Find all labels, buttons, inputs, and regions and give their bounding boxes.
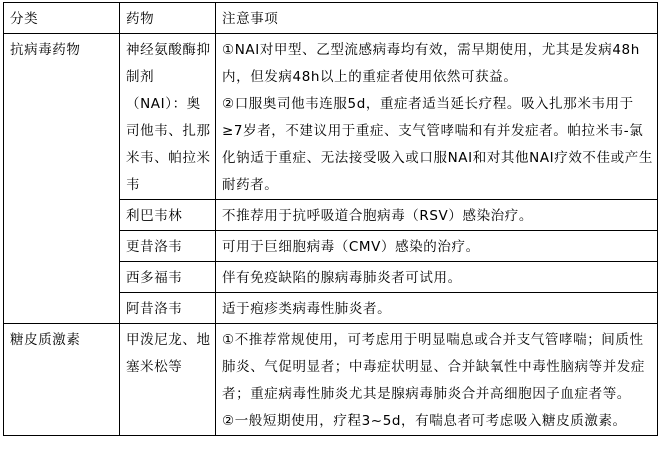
category-cell: 糖皮质激素 bbox=[4, 324, 120, 436]
notes-cell: 可用于巨细胞病毒（CMV）感染的治疗。 bbox=[216, 231, 658, 262]
notes-cell: 不推荐用于抗呼吸道合胞病毒（RSV）感染治疗。 bbox=[216, 200, 658, 231]
header-row bbox=[4, 3, 658, 34]
notes-cell bbox=[216, 324, 658, 436]
note-paragraph: ①NAI对甲型、乙型流感病毒均有效，需早期使用，尤其是发病48h内，但发病48h以上的重症者使用依然可获益。 bbox=[222, 42, 640, 85]
notes-cell: 适于疱疹类病毒性肺炎者。 bbox=[216, 293, 658, 324]
drug-cell: 西多福韦 bbox=[120, 262, 216, 293]
table-row bbox=[4, 34, 658, 200]
note-paragraph: ①不推荐常规使用，可考虑用于明显喘息或合并支气管哮喘；间质性肺炎、气促明显者；中毒症状明显、合并缺氧性中毒性脑病等并发症者；重症病毒性肺炎尤其是腺病毒肺炎合并高细胞因子血症者等。 bbox=[222, 332, 645, 402]
header-drug: 药物 bbox=[120, 3, 216, 34]
header-notes: 注意事项 bbox=[216, 3, 658, 34]
drug-cell: 更昔洛韦 bbox=[120, 231, 216, 262]
notes-cell bbox=[216, 34, 658, 200]
drug-cell: 甲泼尼龙、地塞米松等 bbox=[120, 324, 216, 436]
note-paragraph: ②一般短期使用，疗程3~5d，有喘息者可考虑吸入糖皮质激素。 bbox=[222, 413, 627, 429]
header-category: 分类 bbox=[4, 3, 120, 34]
notes-cell: 伴有免疫缺陷的腺病毒肺炎者可试用。 bbox=[216, 262, 658, 293]
note-paragraph: ②口服奥司他韦连服5d，重症者适当延长疗程。吸入扎那米韦用于≥7岁者，不建议用于重症、支气管哮喘和有并发症者。帕拉米韦-氯化钠适于重症、无法接受吸入或口服NAI和对其他NAI疗效不佳或产生耐药者。 bbox=[222, 96, 653, 193]
table-row bbox=[4, 324, 658, 436]
category-cell: 抗病毒药物 bbox=[4, 34, 120, 324]
drug-notes-table bbox=[3, 2, 658, 436]
drug-cell: 阿昔洛韦 bbox=[120, 293, 216, 324]
drug-cell: 利巴韦林 bbox=[120, 200, 216, 231]
drug-cell: 神经氨酸酶抑制剂（NAI）：奥司他韦、扎那米韦、帕拉米韦 bbox=[120, 34, 216, 200]
